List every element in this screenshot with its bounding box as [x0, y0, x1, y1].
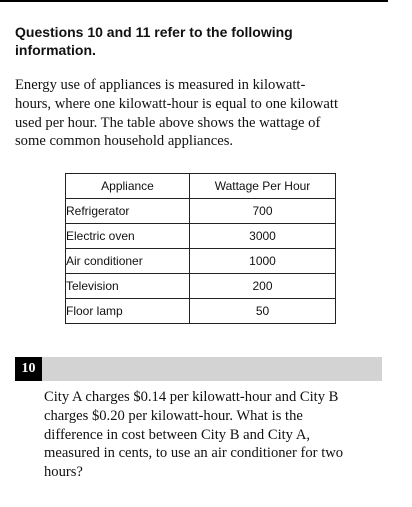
question-text [44, 388, 384, 482]
table-row [66, 199, 336, 224]
passage-line: hours, where one kilowatt-hour is equal to one kilowatt [15, 95, 339, 112]
heading-line: information. [15, 42, 96, 58]
table-row [66, 299, 336, 324]
top-divider [0, 0, 388, 2]
table-row [66, 249, 336, 274]
heading-line: Questions 10 and 11 refer to the following [15, 24, 293, 40]
appliance-cell: Floor lamp [66, 299, 190, 324]
question-line: difference in cost between City B and City A, [44, 426, 311, 443]
wattage-cell: 1000 [190, 249, 336, 274]
wattage-cell: 50 [190, 299, 336, 324]
table-row [66, 224, 336, 249]
appliance-cell: Refrigerator [66, 199, 190, 224]
info-passage [15, 76, 387, 151]
section-heading [15, 23, 375, 59]
column-header-wattage: Wattage Per Hour [190, 174, 336, 199]
appliance-wattage-table [65, 173, 336, 324]
question-line: measured in cents, to use an air conditioner for two [44, 445, 344, 462]
passage-line: used per hour. The table above shows the wattage of [15, 114, 321, 131]
question-line: hours? [44, 464, 83, 481]
table-header-row [66, 174, 336, 199]
question-line: City A charges $0.14 per kilowatt-hour and City B [44, 389, 339, 405]
table-row [66, 274, 336, 299]
passage-line: some common household appliances. [15, 133, 234, 150]
wattage-cell: 700 [190, 199, 336, 224]
wattage-cell: 200 [190, 274, 336, 299]
question-header-bar [15, 357, 382, 381]
passage-line: Energy use of appliances is measured in kilowatt- [15, 77, 306, 93]
wattage-cell: 3000 [190, 224, 336, 249]
appliance-cell: Electric oven [66, 224, 190, 249]
question-line: charges $0.20 per kilowatt-hour. What is the [44, 407, 303, 424]
appliance-cell: Air conditioner [66, 249, 190, 274]
question-number-badge: 10 [15, 357, 42, 381]
column-header-appliance: Appliance [66, 174, 190, 199]
appliance-cell: Television [66, 274, 190, 299]
